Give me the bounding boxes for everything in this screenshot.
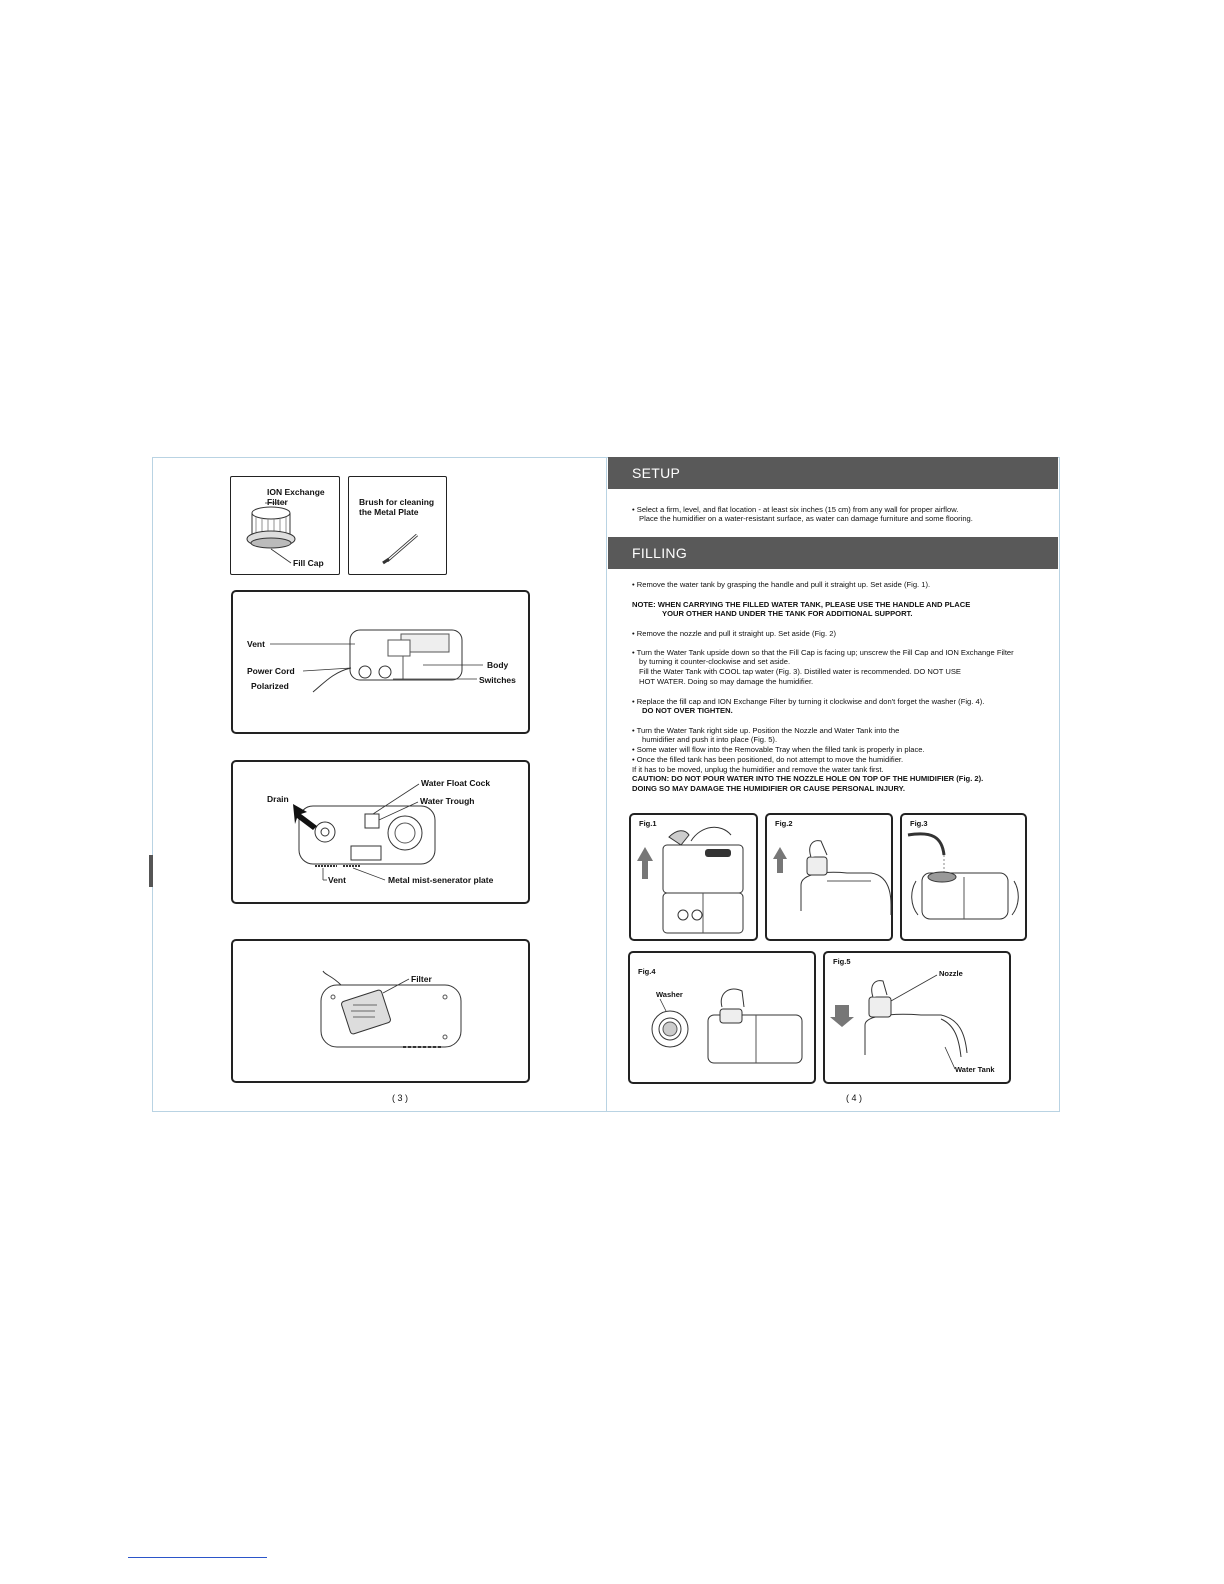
fig-1-illustration <box>631 815 760 943</box>
filling-p8: If it has to be moved, unplug the humidifier and remove the water tank first. <box>632 765 884 774</box>
water-float-cock-label: Water Float Cock <box>421 778 491 788</box>
fill-cap-label: Fill Cap <box>293 558 324 568</box>
fig-4-label: Fig.4 <box>638 967 656 976</box>
polarized-label: Polarized <box>251 681 289 691</box>
vent-label: Vent <box>247 639 265 649</box>
ion-filter-label: ION Exchange Filter <box>267 487 325 507</box>
power-cord-label: Power Cord <box>247 666 295 676</box>
brush-box <box>348 476 447 575</box>
filling-p5b: humidifier and push it into place (Fig. 5). <box>642 735 778 744</box>
body-label: Body <box>487 660 509 670</box>
filling-p3d: HOT WATER. Doing so may damage the humidifier. <box>639 677 814 686</box>
fig-5-illustration <box>825 953 1013 1086</box>
water-trough-label: Water Trough <box>420 796 475 806</box>
fig-3-label: Fig.3 <box>910 819 928 828</box>
fig-3-illustration <box>902 815 1029 943</box>
fig-1-label: Fig.1 <box>639 819 657 828</box>
fig-3 <box>900 813 1027 941</box>
water-tank-label: Water Tank <box>955 1065 995 1074</box>
filling-p6: • Some water will flow into the Removable Tray when the filled tank is properly in place. <box>632 745 925 754</box>
tray-vent-label: Vent <box>328 875 346 885</box>
filling-p3a: • Turn the Water Tank upside down so that the Fill Cap is facing up; unscrew the Fill Cap and ION Exchange Filter <box>632 648 1014 657</box>
body-diagram <box>231 590 530 734</box>
caution-1: CAUTION: DO NOT POUR WATER INTO THE NOZZLE HOLE ON TOP OF THE HUMIDIFIER (Fig. 2). <box>632 774 984 783</box>
fig-5 <box>823 951 1011 1084</box>
filling-p5a: • Turn the Water Tank right side up. Position the Nozzle and Water Tank into the <box>632 726 900 735</box>
filling-heading: FILLING <box>608 537 1058 569</box>
footnote-rule <box>128 1557 267 1558</box>
filling-p1: • Remove the water tank by grasping the handle and pull it straight up. Set aside (Fig. 1). <box>632 580 931 589</box>
washer-label: Washer <box>656 990 683 999</box>
page-number-right: ( 4 ) <box>846 1093 863 1103</box>
page-divider <box>606 457 607 1112</box>
drain-label: Drain <box>267 794 289 804</box>
binding-mark <box>149 855 153 887</box>
setup-heading: SETUP <box>608 457 1058 489</box>
setup-line-2: Place the humidifier on a water-resistant surface, as water can damage furniture and some flooring. <box>639 514 973 523</box>
tray-diagram <box>231 760 530 904</box>
bottom-view-illustration <box>233 941 532 1085</box>
fig-4-illustration <box>630 953 818 1086</box>
filter-illustration <box>231 477 341 576</box>
humidifier-body-illustration <box>233 592 532 736</box>
filling-p2: • Remove the nozzle and pull it straight up. Set aside (Fig. 2) <box>632 629 836 638</box>
filter-parts-box <box>230 476 340 575</box>
nozzle-label: Nozzle <box>939 969 963 978</box>
metal-plate-label: Metal mist-senerator plate <box>388 875 494 885</box>
fig-1 <box>629 813 758 941</box>
fig-2 <box>765 813 893 941</box>
filling-p4b: DO NOT OVER TIGHTEN. <box>642 706 733 715</box>
filling-note-1: NOTE: WHEN CARRYING THE FILLED WATER TANK, PLEASE USE THE HANDLE AND PLACE <box>632 600 971 609</box>
switches-label: Switches <box>479 675 516 685</box>
tray-illustration <box>233 762 532 906</box>
caution-2: DOING SO MAY DAMAGE THE HUMIDIFIER OR CAUSE PERSONAL INJURY. <box>632 784 905 793</box>
fig-5-label: Fig.5 <box>833 957 851 966</box>
brush-illustration <box>349 477 448 576</box>
filter-diagram <box>231 939 530 1083</box>
filling-note-2: YOUR OTHER HAND UNDER THE TANK FOR ADDITIONAL SUPPORT. <box>662 609 913 618</box>
filling-p7: • Once the filled tank has been positioned, do not attempt to move the humidifier. <box>632 755 904 764</box>
fig-2-label: Fig.2 <box>775 819 793 828</box>
brush-label: Brush for cleaning the Metal Plate <box>359 497 435 517</box>
filling-p4a: • Replace the fill cap and ION Exchange Filter by turning it clockwise and don't forget the washer (Fig. 4). <box>632 697 985 706</box>
fig-2-illustration <box>767 815 895 943</box>
filter-label: Filter <box>411 974 432 984</box>
fig-4 <box>628 951 816 1084</box>
setup-line-1: • Select a firm, level, and flat location - at least six inches (15 cm) from any wall for proper airflow. <box>632 505 959 514</box>
page-number-left: ( 3 ) <box>392 1093 409 1103</box>
filling-p3c: Fill the Water Tank with COOL tap water (Fig. 3). Distilled water is recommended. DO NOT USE <box>639 667 961 676</box>
filling-p3b: by turning it counter-clockwise and set aside. <box>639 657 791 666</box>
